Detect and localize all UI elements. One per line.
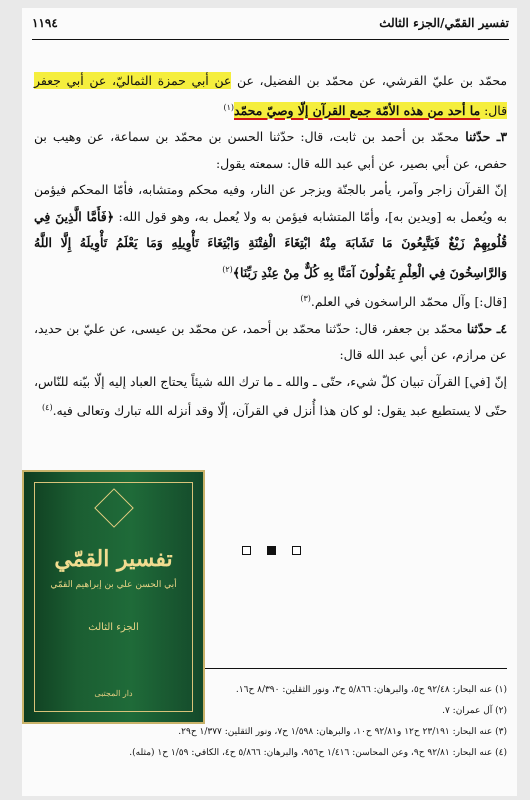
paragraph-hadith-4-isnad: ٤ـ حدّثنا محمّد بن جعفر، قال: حدّثنا محمّد بن أحمد، عن محمّد بن عيسى، عن عليّ بن حديد، عن مرازم، عن أبي عبد الله قال:: [34, 320, 507, 363]
footnote-ref-4: (٤): [42, 403, 53, 413]
pagination-dot[interactable]: [292, 546, 301, 555]
page-header: [32, 14, 509, 36]
paragraph-hadith-3-matn: إنّ القرآن زاجر وآمر، يأمر بالجنّة ويزجر عن النار، وفيه محكم ومتشابه، فأمّا المحكم فيؤمن به ويُعمل به [ويدين به]، وأمّا المتشابه فيؤمن به ولا يُعمل به، وهو قول الله: ﴿فَأَمَّا الَّذِينَ فِي قُلُوبِهِمْ زَيْغٌ فَيَتَّبِعُونَ مَا تَشَابَهَ مِنْهُ ابْتِغَاءَ الْفِتْنَةِ وَابْتِغَاءَ تَأْوِيلِهِ وَمَا يَعْلَمُ تَأْوِيلَهُ إِلَّا اللَّهُ وَالرَّاسِخُونَ فِي الْعِلْمِ يَقُولُونَ آمَنَّا بِهِ كُلٌّ مِنْ عِنْدِ رَبِّنَا﴾$^{(٢)}$: [34, 182, 507, 280]
page-number: ١١٩٤: [32, 16, 58, 30]
paragraph-hadith-2: محمّد بن عليّ القرشي، عن محمّد بن الفضيل، عن عن أبي حمزة الثماليّ، عن أبي جعفر قال: ما أحد من هذه الأمّة جمع القرآن إلّا وصيّ محمّد$^{(١)}$: [34, 73, 507, 118]
pagination-dots: [242, 546, 301, 555]
footnotes: [129, 680, 507, 764]
paragraph-hadith-3-isnad: ٣ـ حدّثنا محمّد بن أحمد بن ثابت، قال: حدّثنا الحسن بن محمّد بن سماعة، عن وهيب بن حفص، عن أبي بصير، عن أبي عبد الله قال: سمعته يقول:: [34, 129, 507, 171]
footnote-ref-1: (١): [223, 102, 235, 112]
cover-publisher: دار المجتبى: [94, 689, 133, 698]
document-page: [22, 8, 517, 796]
highlighted-text: عن أبي حمزة الثماليّ، عن أبي جعفر قال: ما أحد من هذه الأمّة جمع القرآن إلّا وصيّ محمّد: [34, 73, 507, 118]
cover-volume: الجزء الثالث: [88, 622, 139, 633]
underlined-text: ما أحد من هذه الأمّة جمع القرآن إلّا وصيّ محمّد: [234, 102, 481, 118]
main-text: [34, 68, 507, 425]
pagination-dot[interactable]: [242, 546, 251, 555]
cover-title: تفسير القمّي: [54, 546, 173, 572]
cover-author: أبي الحسن علي بن إبراهيم القمّي: [50, 580, 177, 590]
footnote-4: (٤) عنه البحار: ٩٢/٨١ ح٩، وعن المحاسن: ١/٤١٦ ح٩٥٦، والبرهان: ٥/٨٦٦ ح٤، الكافي: ١/٥٩ ح١ (مثله).: [129, 748, 507, 758]
footnote-3: (٣) عنه البحار: ٢٣/١٩١ ح١٢ و٩٢/٨١ ح١٠، والبرهان: ١/٥٩٨ ح٧، ونور الثقلين: ١/٣٧٧ ح٢٩.: [178, 727, 507, 737]
footnote-1: (١) عنه البحار: ٩٢/٤٨ ح٥، والبرهان: ٥/٨٦٦ ح٣، ونور الثقلين: ٨/٣٩٠ ح١٦.: [235, 685, 507, 695]
pagination-dot-active[interactable]: [267, 546, 276, 555]
footnote-2: (٢) آل عمران: ٧.: [442, 706, 507, 716]
footnote-ref-3: (٣): [300, 294, 311, 304]
book-cover-image: [22, 470, 205, 724]
running-title: تفسير القمّي/الجزء الثالث: [379, 16, 509, 30]
paragraph-hadith-4-matn: إنّ [في] القرآن تبيان كلّ شيء، حتّى ـ والله ـ ما ترك الله شيئاً يحتاج العباد إليه إلّا بيّنه للنّاس، حتّى لا يستطيع عبد يقول: لو كان هذا أُنزل في القرآن، إلّا وقد أنزله الله تبارك وتعالى فيه.$^{(٤)}$: [34, 373, 507, 419]
footnote-ref-2: (٢): [222, 264, 233, 274]
paragraph-hadith-3-end: [قال:] وآل محمّد الراسخون في العلم.$^{(٣)}$: [300, 294, 507, 310]
footnote-divider: [202, 668, 507, 669]
header-divider: [32, 39, 509, 40]
quran-verse: ﴿فَأَمَّا الَّذِينَ فِي قُلُوبِهِمْ زَيْغٌ فَيَتَّبِعُونَ مَا تَشَابَهَ مِنْهُ ابْتِغَاءَ الْفِتْنَةِ وَابْتِغَاءَ تَأْوِيلِهِ وَمَا يَعْلَمُ تَأْوِيلَهُ إِلَّا اللَّهُ وَالرَّاسِخُونَ فِي الْعِلْمِ يَقُولُونَ آمَنَّا بِهِ كُلٌّ مِنْ عِنْدِ رَبِّنَا﴾: [34, 208, 507, 280]
